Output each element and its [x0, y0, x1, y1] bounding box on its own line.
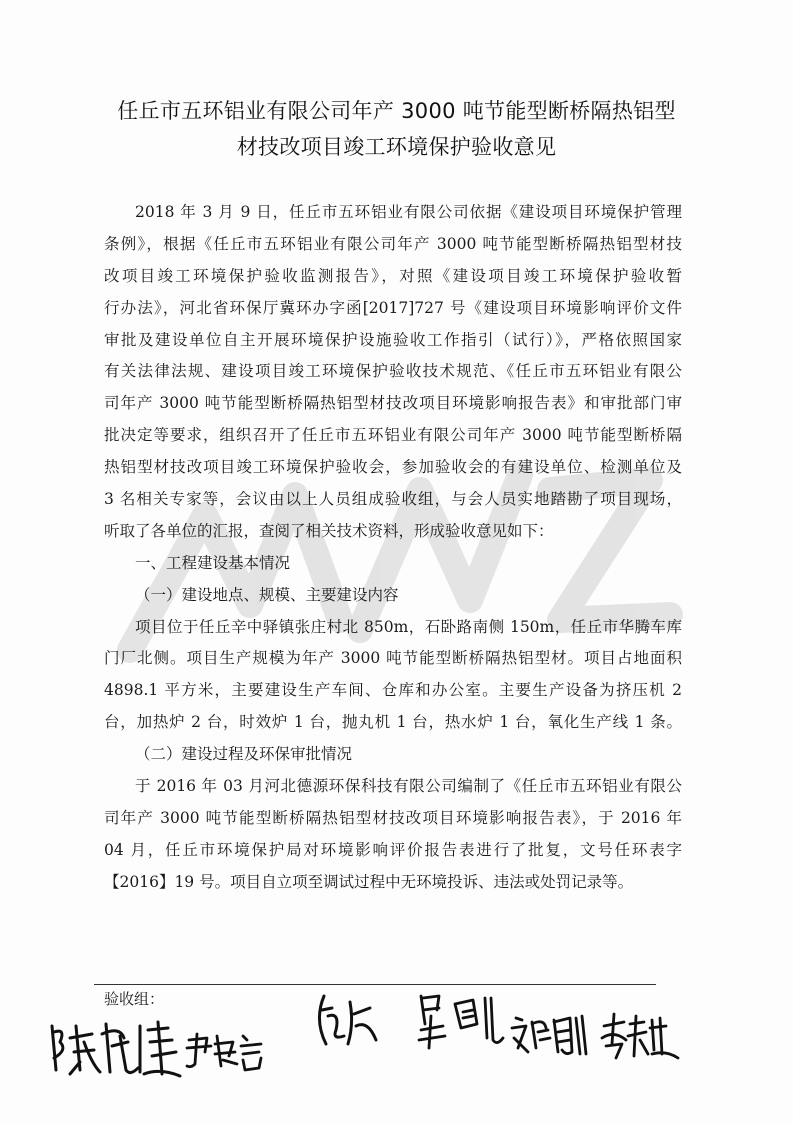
document-body [104, 197, 682, 899]
title-line: 任丘市五环铝业有限公司年产 3000 吨节能型断桥隔热铝型 [117, 99, 676, 123]
handwritten-signature [600, 1010, 680, 1064]
handwritten-signature [40, 1012, 185, 1084]
paragraph-line: 2018 年 3 月 9 日，任丘市五环铝业有限公司依据《建设项目环境保护管理 [135, 203, 682, 221]
paragraph-line: 于 2016 年 03 月河北德源环保科技有限公司编制了《任丘市五环铝业有限公 [135, 777, 682, 796]
paragraph-line: 批决定等要求，组织召开了任丘市五环铝业有限公司年产 3000 吨节能型断桥隔 [104, 426, 682, 445]
paragraph-line: 04 月，任丘市环境保护局对环境影响评价报告表进行了批复，文号任环表字 [104, 840, 682, 859]
paragraph-line: 4898.1 平方米，主要建设生产车间、仓库和办公室。主要生产设备为挤压机 2 [104, 681, 682, 700]
signature-divider [94, 984, 656, 985]
section-heading: 一、工程建设基本情况 [135, 553, 291, 572]
signature-label: 验收组： [104, 990, 165, 1008]
handwritten-signature [510, 1008, 590, 1060]
paragraph-line: 行办法》，河北省环保厅冀环办字函[2017]727 号《建设项目环境影响评价文件 [104, 298, 682, 317]
paragraph-line: 3 名相关专家等，会议由以上人员组成验收组，与会人员实地踏勘了项目现场， [104, 490, 682, 509]
paragraph-line: 条例》，根据《任丘市五环铝业有限公司年产 3000 吨节能型断桥隔热铝型材技 [104, 234, 682, 253]
title-line: 材技改项目竣工环境保护验收意见 [236, 135, 557, 159]
handwritten-signature [310, 990, 380, 1050]
subsection-heading: （二）建设过程及环保审批情况 [135, 745, 353, 764]
paragraph-line: 【2016】19 号。项目自立项至调试过程中无环境投诉、违法或处罚记录等。 [104, 872, 634, 891]
paragraph-line: 热铝型材技改项目竣工环境保护验收会，参加验收会的有建设单位、检测单位及 [104, 458, 682, 477]
handwritten-signature [415, 990, 505, 1052]
paragraph-line: 门厂北侧。项目生产规模为年产 3000 吨节能型断桥隔热铝型材。项目占地面积 [104, 649, 682, 668]
paragraph-line: 项目位于任丘辛中驿镇张庄村北 850m，石卧路南侧 150m，任丘市华腾车库 [135, 617, 682, 636]
subsection-heading: （一）建设地点、规模、主要建设内容 [135, 585, 399, 604]
paragraph-line: 有关法律法规、建设项目竣工环境保护验收技术规范、《任丘市五环铝业有限公 [104, 362, 682, 381]
paragraph-line: 司年产 3000 吨节能型断桥隔热铝型材技改项目环境影响报告表》和审批部门审 [104, 394, 682, 413]
handwritten-signature [185, 1030, 265, 1074]
paragraph-line: 听取了各单位的汇报，查阅了相关技术资料，形成验收意见如下： [104, 521, 554, 540]
paragraph-line: 台，加热炉 2 台，时效炉 1 台，抛丸机 1 台，热水炉 1 台，氧化生产线 1 条。 [104, 713, 682, 732]
paragraph-line: 改项目竣工环境保护验收监测报告》，对照《建设项目竣工环境保护验收暂 [104, 266, 682, 285]
paragraph-line: 司年产 3000 吨节能型断桥隔热铝型材技改项目环境影响报告表》，于 2016 年 [104, 808, 682, 827]
paragraph-line: 审批及建设单位自主开展环境保护设施验收工作指引（试行）》，严格依照国家 [104, 330, 682, 349]
document-title [100, 93, 693, 165]
